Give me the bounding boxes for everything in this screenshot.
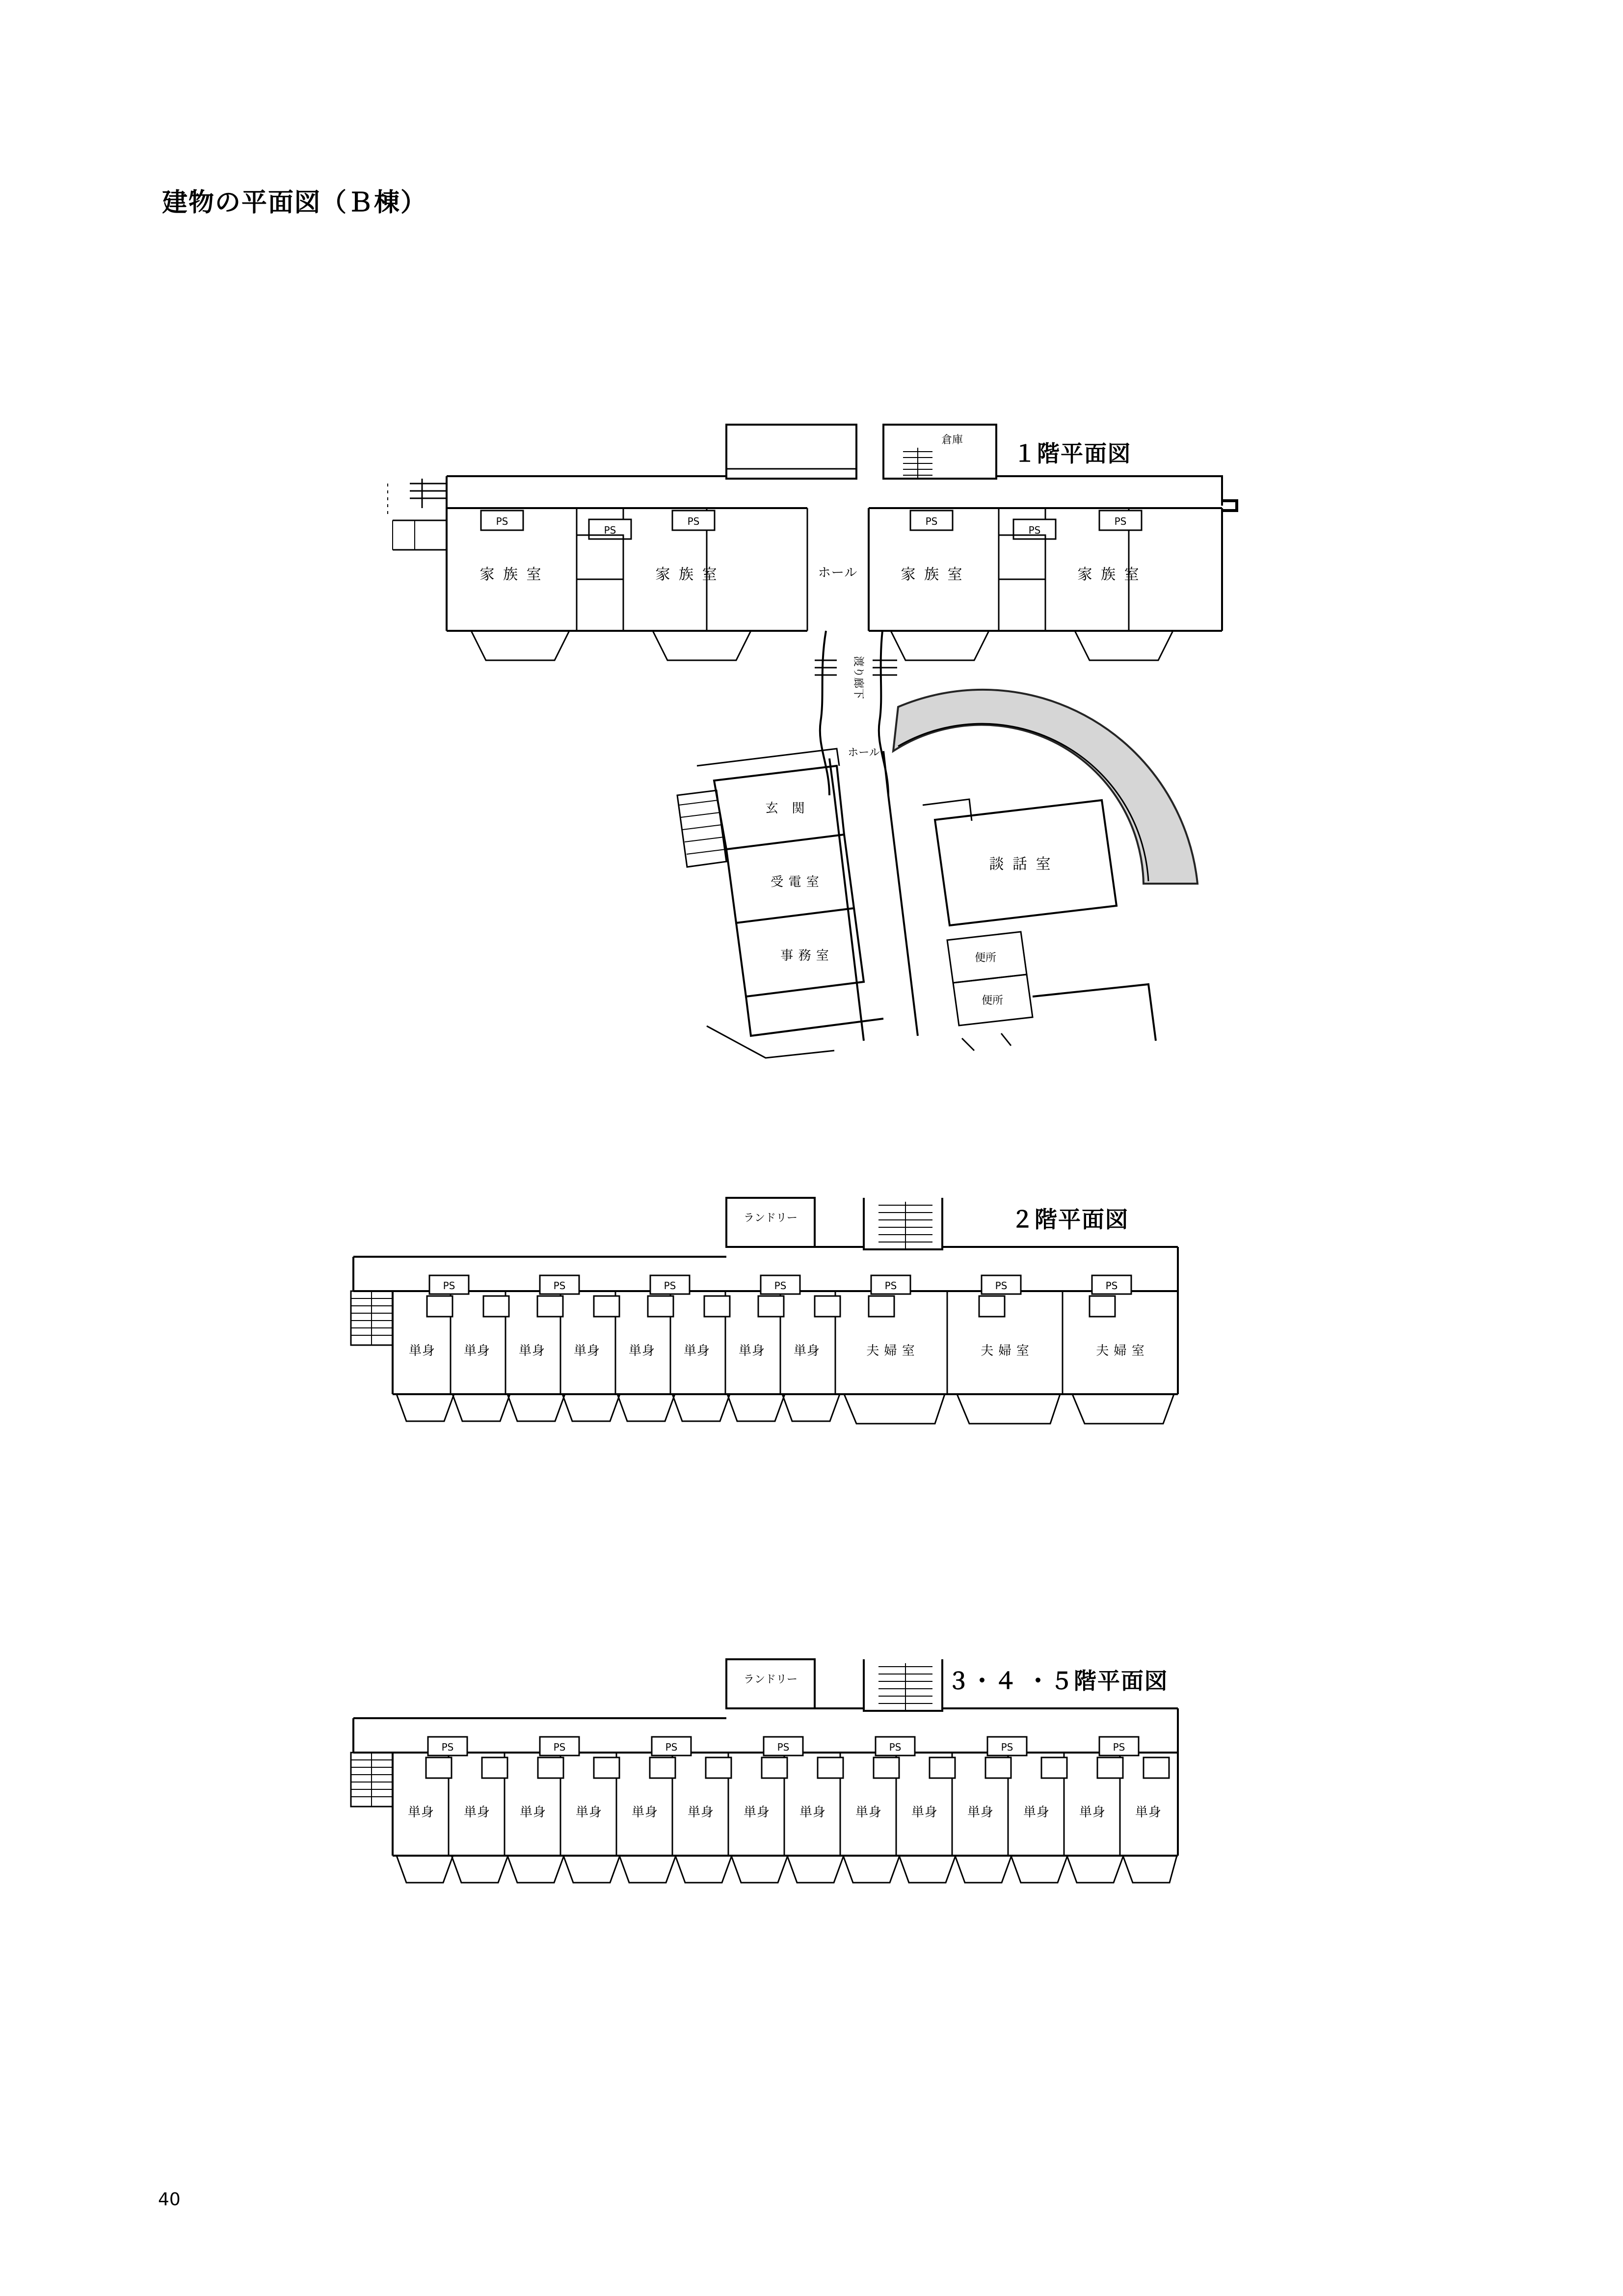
ps-label: PS (443, 1280, 455, 1292)
ps-label: PS (1001, 1741, 1013, 1753)
floor-1-title: １階平面図 (1013, 440, 1131, 467)
room-laundry-2f-label: ランドリー (743, 1212, 798, 1224)
room-single-label: 単身 (793, 1344, 821, 1358)
room-single-label: 単身 (463, 1344, 491, 1358)
floor-345-title: ３・４ ・５階平面図 (947, 1668, 1169, 1694)
room-single-label: 単身 (573, 1344, 601, 1358)
ps-label: PS (774, 1280, 787, 1292)
room-family-1-label: 家 族 室 (479, 566, 543, 583)
ps-label: PS (1028, 524, 1041, 536)
ps-label: PS (777, 1741, 790, 1753)
ps-label: PS (925, 515, 938, 527)
ps-label: PS (884, 1280, 897, 1292)
room-family-3-label: 家 族 室 (901, 566, 964, 583)
page-title: 建物の平面図（Ｂ棟） (162, 188, 427, 217)
ps-label: PS (1105, 1280, 1118, 1292)
room-single-label: 単身 (911, 1805, 938, 1820)
room-single-label: 単身 (1135, 1805, 1162, 1820)
room-single-label: 単身 (967, 1805, 994, 1820)
page-number: 40 (158, 2189, 181, 2210)
room-storage-label: 倉庫 (941, 434, 963, 446)
room-couple-label: 夫 婦 室 (1096, 1344, 1145, 1358)
room-couple-label: 夫 婦 室 (866, 1344, 915, 1358)
floor-345-plan (351, 1659, 1178, 1883)
room-lounge-label: 談 話 室 (989, 856, 1053, 873)
room-single-label: 単身 (855, 1805, 882, 1820)
room-single-label: 単身 (1079, 1805, 1106, 1820)
room-entrance-label: 玄 関 (765, 801, 805, 816)
ps-label: PS (441, 1741, 454, 1753)
room-single-label: 単身 (575, 1805, 603, 1820)
floor-2-title: ２階平面図 (1011, 1206, 1129, 1233)
ps-label: PS (496, 515, 508, 527)
room-single-label: 単身 (408, 1344, 436, 1358)
room-single-label: 単身 (519, 1805, 547, 1820)
room-office-label: 事 務 室 (780, 948, 829, 963)
room-toilet-2-label: 便所 (981, 995, 1004, 1007)
ps-label: PS (664, 1280, 676, 1292)
ps-label: PS (553, 1280, 566, 1292)
ps-label: PS (889, 1741, 902, 1753)
room-single-label: 単身 (799, 1805, 826, 1820)
room-single-label: 単身 (631, 1805, 659, 1820)
ps-label: PS (1114, 515, 1127, 527)
ps-label: PS (995, 1280, 1008, 1292)
room-single-label: 単身 (683, 1344, 711, 1358)
ps-label: PS (604, 524, 616, 536)
room-single-label: 単身 (738, 1344, 766, 1358)
room-hall-south-label: ホール (848, 747, 880, 759)
floor-2-plan (351, 1198, 1178, 1424)
room-single-label: 単身 (518, 1344, 546, 1358)
ps-label: PS (687, 515, 700, 527)
room-single-label: 単身 (1023, 1805, 1050, 1820)
room-single-label: 単身 (463, 1805, 491, 1820)
floor-1-plan (388, 425, 1237, 1058)
room-single-label: 単身 (407, 1805, 435, 1820)
room-single-label: 単身 (687, 1805, 715, 1820)
room-couple-label: 夫 婦 室 (981, 1344, 1030, 1358)
ps-label: PS (665, 1741, 678, 1753)
room-toilet-1-label: 便所 (974, 952, 997, 964)
room-power-label: 受 電 室 (771, 875, 820, 890)
room-single-label: 単身 (628, 1344, 656, 1358)
room-hall-north-label: ホール (818, 566, 858, 580)
room-single-label: 単身 (743, 1805, 771, 1820)
room-laundry-345-label: ランドリー (743, 1674, 798, 1686)
ps-label: PS (1113, 1741, 1125, 1753)
ps-label: PS (553, 1741, 566, 1753)
room-family-4-label: 家 族 室 (1077, 566, 1141, 583)
room-corridor-label: 渡り廊下 (852, 655, 864, 700)
room-family-2-label: 家 族 室 (655, 566, 719, 583)
